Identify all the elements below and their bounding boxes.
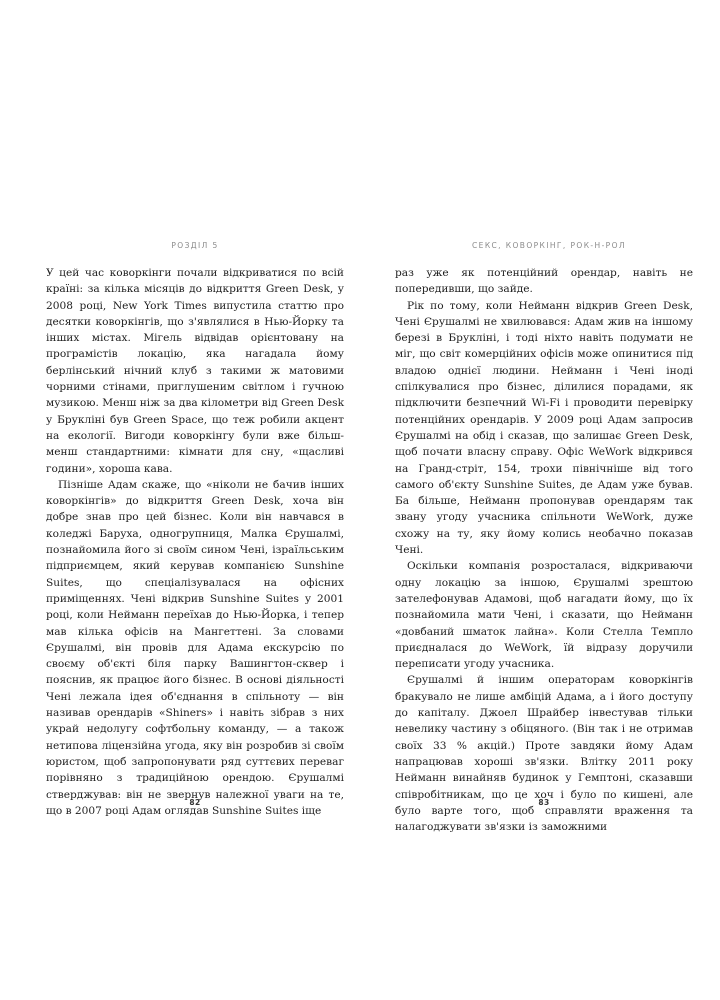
page-number: 82 [189,798,201,807]
paragraph: У цей час коворкінги почали відкриватися по всій країні: за кілька місяців до відкриття Green Desk, у 2008 році, New York Times випустила статтю про десятки коворкінгів, що з'являлися в Нью-Йорку та інших містах. Мігель відвідав орієнтовану на програмістів локацію, яка нагадала йому берлінський нічний клуб з такими ж матовими чорними стінами, приглушеним світлом і гучною музикою. Менш ніж за два кілометри від Green Desk у Брукліні був Green Space, що теж робили акцент на екології. Вигоди коворкінгу були вже більш-менш стандартними: кімнати для сну, «щасливі години», хороша кава. [46,267,344,475]
page-number: 83 [538,798,550,807]
paragraph: Пізніше Адам скаже, що «ніколи не бачив інших коворкінгів» до відкриття Green Desk, хоча він добре знав про цей бізнес. Коли він навчався в коледжі Баруха, одногрупниця, Малка Єрушалмі, познайомила його зі своїм сином Чені, ізраїльським підприємцем, який керував компанією Sunshine Suites, що спеціалізувалася на офісних приміщеннях. Чені відкрив Sunshine Suites у 2001 році, коли Нейманн переїхав до Нью-Йорка, і тепер мав кілька офісів на Мангеттені. За словами Єрушалмі, він провів для Адама екскурсію по своєму об'єкті біля парку Вашингтон-сквер і пояснив, як працює його бізнес. В основі діяльності Чені лежала ідея об'єднання в спільноту — він називав орендарів «Shiners» і навіть зібрав з них украй недолугу софтбольну команду, — а також нетипова ліцензійна угода, яку він розробив зі своїм юристом, щоб запропонувати ряд суттєвих переваг порівняно з традиційною орендою. Єрушалмі стверджував: він не звернув належної уваги на те, що в 2007 році Адам оглядав Sunshine Suites іще [46,478,344,817]
right-page-body [395,265,693,835]
running-head-title: СЕКС, КОВОРКІНГ, РОК-Н-РОЛ [472,241,626,250]
left-page [46,240,344,819]
paragraph: Рік по тому, коли Нейманн відкрив Green Desk, Чені Єрушалмі не хвилювався: Адам жив на іншому березі в Брукліні, і тоді ніхто навіть подумати не міг, що світ комерційних офісів може опинитися під владою однієї людини. Нейманн і Чені іноді спілкувалися про бізнес, ділилися порадами, як підключити безпечний Wi-Fi і проводити перевірку потенційних орендарів. У 2009 році Адам запросив Єрушалмі на обід і сказав, що залишає Green Desk, щоб почати власну справу. Офіс WeWork відкрився на Гранд-стріт, 154, трохи північніше від того самого об'єкту Sunshine Suites, де Адам уже бував. Ба більше, Нейманн пропонував орендарям так звану угоду учасника спільноти WeWork, дуже схожу на ту, яку йому колись необачно показав Чені. [395,299,693,557]
paragraph: Оскільки компанія розросталася, відкриваючи одну локацію за іншою, Єрушалмі зрештою зателефонував Адамові, щоб нагадати йому, що їх познайомила мати Чені, і сказати, що Нейманн «довбаний шматок лайна». Коли Стелла Темпло приєдналася до WeWork, їй відразу доручили переписати угоду учасника. [395,560,693,671]
left-page-body [46,265,344,819]
right-page [395,240,693,835]
paragraph: раз уже як потенційний орендар, навіть не попередивши, що зайде. [395,267,693,296]
paragraph: Єрушалмі й іншим операторам коворкінгів бракувало не лише амбіцій Адама, а і його доступу до капіталу. Джоел Шрайбер інвестував тільки невелику частину з обіцяного. (Він так і не отримав своїх 33 % акцій.) Проте завдяки йому Адам напрацював хороші зв'язки. Влітку 2011 року Нейманн винайняв будинок у Гемптоні, сказавши співробітникам, що це хоч і було по кишені, але було варте того, щоб справляти враження та налагоджувати зв'язки із заможними [395,674,693,834]
running-head-chapter: РОЗДІЛ 5 [171,241,219,250]
